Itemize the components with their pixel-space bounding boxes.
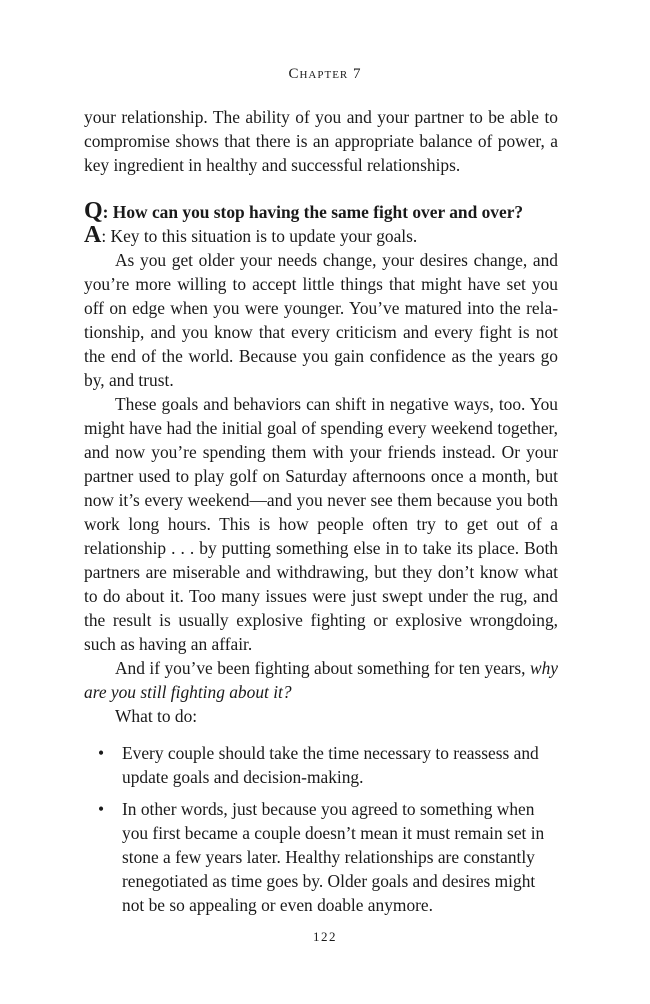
answer-text: : Key to this situation is to update your goals. (101, 226, 418, 246)
what-to-do-label: What to do: (115, 706, 198, 726)
list-item-text: In other words, just because you agreed to something when you first became a couple doesn’t mean it must remain set in stone a few years later. Healthy relationships are constantly renegotiated as time goes by. Older goals and desires might not be so appealing or even doable anymore. (122, 799, 545, 915)
page-number: 122 (313, 929, 337, 944)
advice-list (84, 741, 558, 917)
question-line (84, 200, 558, 224)
paragraph-needs-change: As you get older your needs change, your desires change, and you’re more willing to accept little things that might have set you off on edge when you were younger. You’ve matured into the relationship, and you know that every criticism and every fight is not the end of the world. Because you gain confidence as the years go by, and trust. (84, 250, 558, 390)
bullet-icon: • (98, 799, 105, 819)
closing-emphasis: why are you still fighting about it? (84, 658, 558, 702)
paragraph-negative-shifts: These goals and behaviors can shift in negative ways, too. You might have had the initial goal of spending every weekend together, and now you’re spending them with your friends instead. Or your partner used to play golf on Saturday afternoons once a month, but now it’s every weekend—and you never see them because you both work long hours. This is how people often try to get out of a relationship . . . by putting something else in to take its place. Both partners are miserable and withdrawing, but they don’t know what to do about it. Too many issues were just swept under the rug, and the result is usually explosive fighting or explosive wrongdoing, such as having an affair. (84, 394, 558, 654)
question-letter: Q (84, 198, 103, 224)
list-item (84, 797, 558, 917)
list-item (84, 741, 558, 789)
closing-text: And if you’ve been fighting about something for ten years, (115, 658, 530, 678)
intro-paragraph: your relationship. The ability of you and your partner to be able to compromise shows that there is an appropriate balance of power, a key ingredient in healthy and successful relationships. (84, 107, 558, 175)
running-head: Chapter 7 (288, 66, 362, 82)
question-text: : How can you stop having the same fight over and over? (102, 202, 524, 222)
bullet-icon: • (98, 743, 105, 763)
paragraph-ten-years (84, 656, 558, 704)
answer-line (84, 224, 558, 248)
list-item-text: Every couple should take the time necessary to reassess and update goals and decision-making. (122, 743, 539, 787)
section-gap (84, 177, 558, 200)
answer-letter: A (84, 222, 102, 248)
body-text (84, 105, 558, 925)
